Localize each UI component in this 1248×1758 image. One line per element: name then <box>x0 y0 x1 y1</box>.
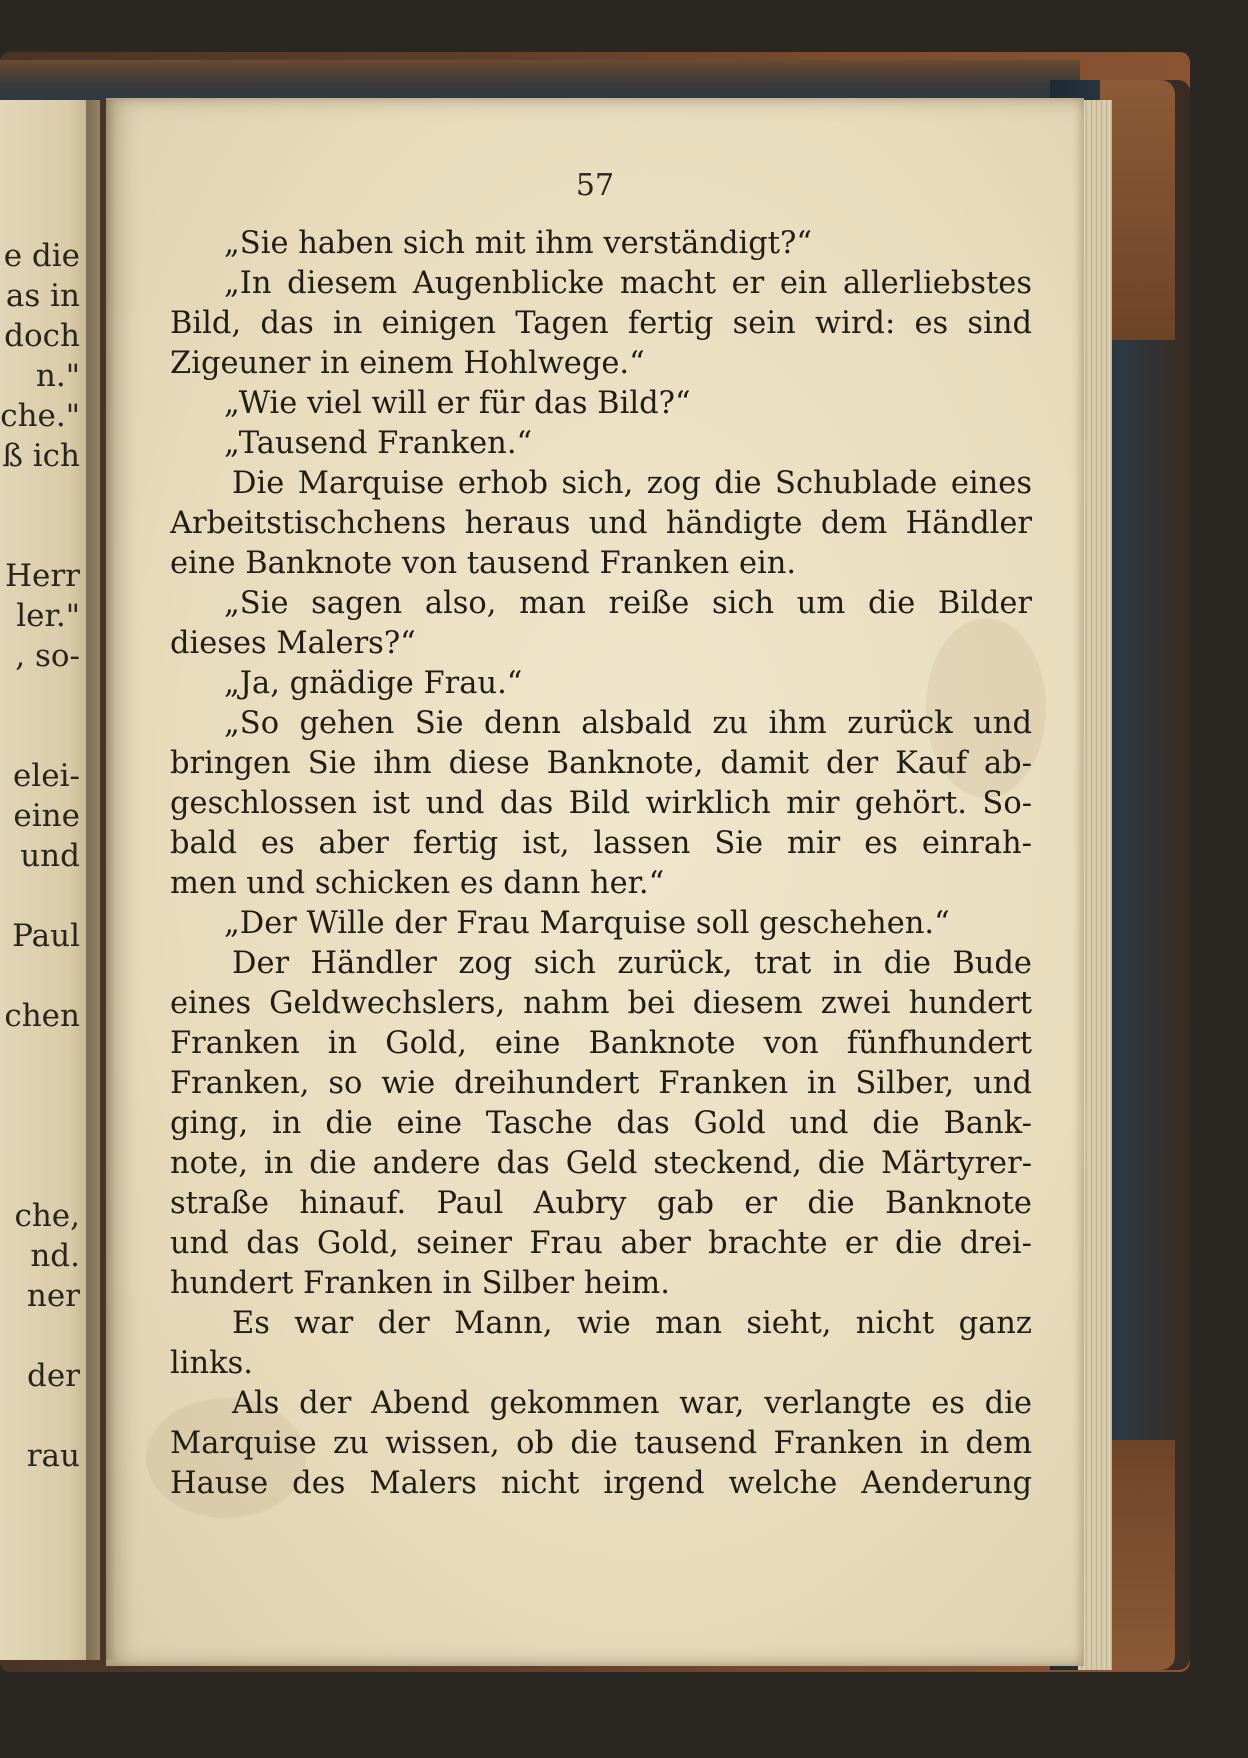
text-line: „In diesem Augenblicke macht er ein allerliebstes <box>224 266 1032 301</box>
text-line: und das Gold, seiner Frau aber brachte er die drei- <box>170 1226 1032 1261</box>
text-line: Als der Abend gekommen war, verlangte es die <box>232 1386 1032 1421</box>
left-page-line: e die <box>3 238 80 274</box>
left-page-line: ß ich <box>2 438 80 474</box>
text-line: Bild, das in einigen Tagen fertig sein wird: es sind <box>170 306 1032 341</box>
text-line: „Ja, gnädige Frau.“ <box>224 666 523 701</box>
right-page <box>106 98 1084 1666</box>
text-line: hundert Franken in Silber heim. <box>170 1266 670 1301</box>
text-line: eines Geldwechslers, nahm bei diesem zwei hundert <box>170 986 1032 1021</box>
left-page-line: chen <box>4 998 80 1034</box>
left-page-line: , so- <box>15 638 80 674</box>
text-line: „Sie sagen also, man reiße sich um die Bilder <box>224 586 1032 621</box>
text-line: „Der Wille der Frau Marquise soll geschehen.“ <box>224 906 950 941</box>
left-page-line: und <box>20 838 80 874</box>
left-facing-page <box>0 100 100 1660</box>
text-line: „So gehen Sie denn alsbald zu ihm zurück und <box>224 706 1032 741</box>
body-text <box>170 224 1032 1504</box>
text-line: links. <box>170 1346 253 1381</box>
left-page-line: der <box>26 1358 80 1394</box>
left-page-line: ler." <box>16 598 80 634</box>
text-line: Der Händler zog sich zurück, trat in die Bude <box>232 946 1032 981</box>
text-line: note, in die andere das Geld steckend, die Märtyrer- <box>170 1146 1032 1181</box>
text-line: bringen Sie ihm diese Banknote, damit der Kauf ab- <box>170 746 1032 781</box>
text-line: geschlossen ist und das Bild wirklich mir gehört. So- <box>170 786 1032 821</box>
text-line: Franken, so wie dreihundert Franken in Silber, und <box>170 1066 1032 1101</box>
text-line: Franken in Gold, eine Banknote von fünfhundert <box>170 1026 1032 1061</box>
left-page-line: doch <box>4 318 80 354</box>
left-page-line: n." <box>35 358 80 394</box>
left-page-line: nd. <box>30 1238 80 1274</box>
left-page-line: che, <box>14 1198 80 1234</box>
left-page-line: ner <box>26 1278 80 1314</box>
left-page-line: elei- <box>13 758 80 794</box>
text-line: Die Marquise erhob sich, zog die Schublade eines <box>232 466 1032 501</box>
text-line: men und schicken es dann her.“ <box>170 866 665 901</box>
left-page-line: rau <box>26 1438 80 1474</box>
left-page-line: Paul <box>12 918 80 954</box>
text-line: Zigeuner in einem Hohlwege.“ <box>170 346 645 381</box>
text-line: Marquise zu wissen, ob die tausend Franken in dem <box>170 1426 1032 1461</box>
text-line: dieses Malers?“ <box>170 626 416 661</box>
page-number: 57 <box>575 168 615 203</box>
text-line: Arbeitstischchens heraus und händigte dem Händler <box>170 506 1032 541</box>
text-line: „Wie viel will er für das Bild?“ <box>224 386 691 421</box>
text-line: straße hinauf. Paul Aubry gab er die Banknote <box>170 1186 1032 1221</box>
text-line: bald es aber fertig ist, lassen Sie mir es einrah- <box>170 826 1032 861</box>
text-line: „Sie haben sich mit ihm verständigt?“ <box>224 226 813 261</box>
text-line: ging, in die eine Tasche das Gold und die Bank- <box>170 1106 1032 1141</box>
text-line: Es war der Mann, wie man sieht, nicht ganz <box>232 1306 1032 1341</box>
left-page-line: as in <box>5 278 80 314</box>
left-page-line: eine <box>13 798 80 834</box>
book-top-edge <box>0 60 1080 100</box>
left-page-line: Herr <box>4 558 80 594</box>
text-line: eine Banknote von tausend Franken ein. <box>170 546 797 581</box>
page-gutter-shadow <box>86 100 116 1660</box>
left-page-line: che." <box>0 398 80 434</box>
text-line: Hause des Malers nicht irgend welche Aenderung <box>170 1466 1032 1501</box>
text-line: „Tausend Franken.“ <box>224 426 533 461</box>
